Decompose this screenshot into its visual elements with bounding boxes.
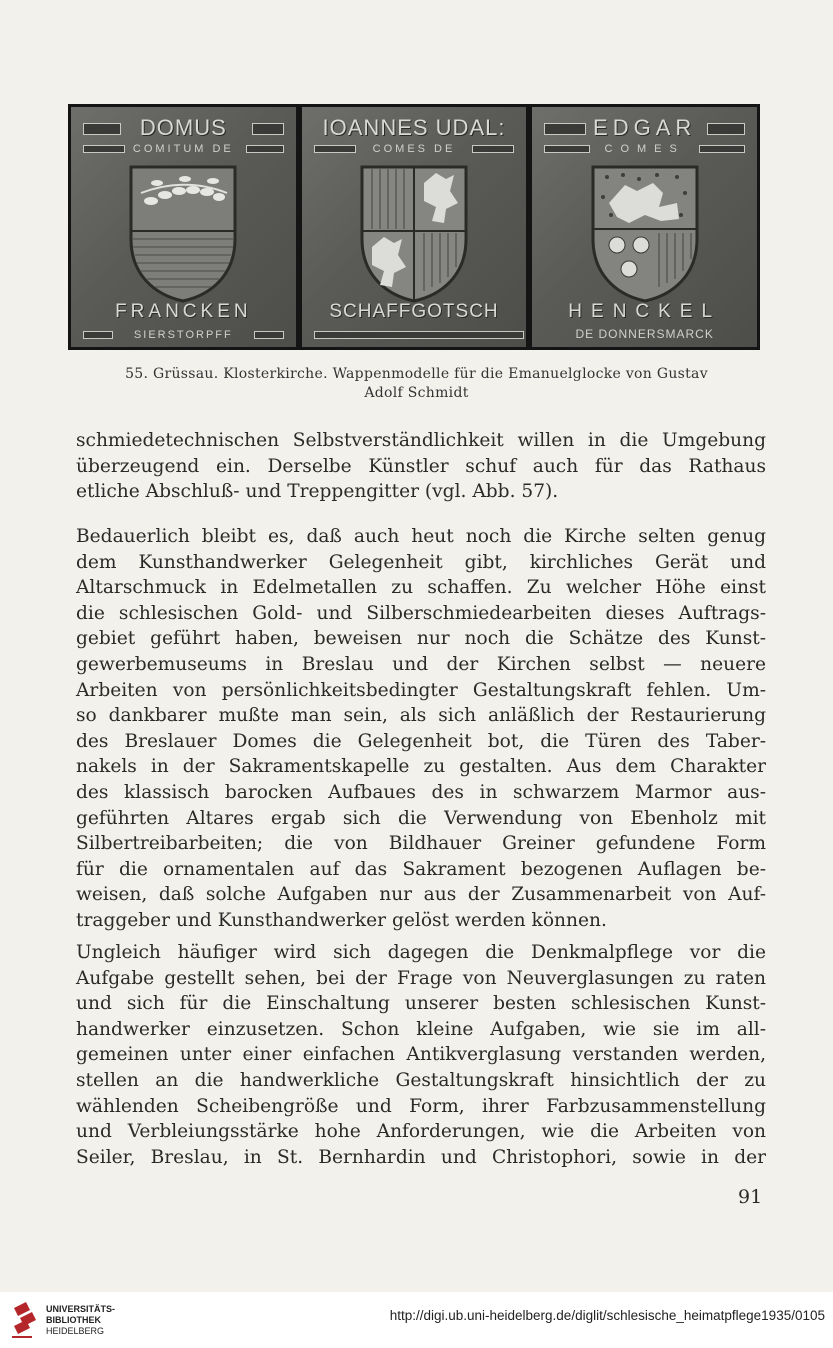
text-line: dem Kunsthandwerker Gelegenheit gibt, kirchliches Gerät und [76,551,766,573]
text-line: so dankbarer mußte man sein, als sich anläßlich der Restaurierung [76,705,766,727]
shield-laurel-icon [127,163,239,303]
text-line: und Verbleiungsstärke hohe Anforderungen, wie die Arbeiten von [76,1121,766,1143]
text-line: die schlesischen Gold- und Silberschmiedearbeiten dieses Auftrags- [76,602,766,624]
shield-quartered-griffin-icon [358,163,470,303]
text-line: gebiet geführt haben, beweisen nur noch die Schätze des Kunst- [76,628,766,650]
coat-of-arms-panel-henckel [532,107,757,347]
text-line: Seiler, Breslau, in St. Bernhardin und Christophori, sowie in der [76,1146,766,1168]
panel-top-subtitle: COMES DE [372,143,456,155]
text-line: geführten Altares ergab sich die Verwendung von Ebenholz mit [76,807,766,829]
paragraph-2 [76,524,766,934]
text-line: Silbertreibarbeiten; die von Bildhauer Greiner gefundene Form [76,833,766,855]
text-line: gemeinen unter einer einfachen Antikverglasung verstanden werden, [76,1044,766,1066]
library-name-line: BIBLIOTHEK [46,1315,101,1325]
text-line: etliche Abschluß- und Treppengitter (vgl. Abb. 57). [76,481,559,503]
panel-top-name: IOANNES UDAL: [322,115,506,140]
text-line: schmiedetechnischen Selbstverständlichkeit willen in die Umgebung [76,430,766,451]
coat-of-arms-panel-schaffgotsch [302,107,527,347]
coat-of-arms-photo [68,104,760,350]
text-line: des Breslauer Domes die Gelegenheit bot, die Türen des Taber- [76,730,766,752]
university-library-logo-icon[interactable] [10,1300,40,1340]
source-url-link[interactable]: http://digi.ub.uni-heidelberg.de/diglit/schlesische_heimatpflege1935/0105 [389,1308,825,1323]
panel-bottom-subtitle: DE DONNERSMARCK [575,327,714,341]
panel-top-subtitle: COMITUM DE [132,143,234,155]
panel-bottom-name: FRANCKEN [115,301,252,322]
text-line: Arbeiten von persönlichkeitsbedingter Gestaltungskraft fehlen. Um- [76,679,766,701]
caption-line-1: 55. Grüssau. Klosterkirche. Wappenmodelle für die Emanuelglocke von Gustav [125,366,708,382]
text-line: Ungleich häufiger wird sich dagegen die Denkmalpflege vor die [76,942,766,963]
figure-caption [60,365,773,403]
panel-bottom-subtitle: SIERSTORPFF [133,329,233,341]
text-line: des klassisch barocken Aufbaues des in schwarzem Marmor aus- [76,781,766,803]
library-name[interactable] [46,1304,115,1337]
text-line: nakels in der Sakramentskapelle zu gestalten. Aus dem Charakter [76,756,766,778]
panel-bottom-name: HENCKEL [568,301,722,322]
coat-of-arms-panel-francken [71,107,296,347]
caption-line-2: Adolf Schmidt [364,385,469,401]
text-line: für die ornamentalen auf das Sakrament bezogenen Auflagen be- [76,858,766,880]
text-line: und sich für die Einschaltung unserer besten schlesischen Kunst- [76,993,766,1015]
library-name-line: UNIVERSITÄTS- [46,1304,116,1314]
text-line: überzeugend ein. Derselbe Künstler schuf auch für das Rathaus [76,455,766,477]
text-line: Aufgabe gestellt sehen, bei der Frage von Neuverglasungen zu raten [76,967,766,989]
panel-top-subtitle: COMES [604,143,685,155]
text-line: handwerker einzusetzen. Schon kleine Aufgaben, wie sie im all- [76,1018,766,1040]
text-line: weisen, daß solche Aufgaben nur aus der Zusammenarbeit von Auf- [76,884,766,906]
text-line: Bedauerlich bleibt es, daß auch heut noch die Kirche selten genug [76,526,766,547]
shield-lion-roses-icon [589,163,701,303]
text-line: stellen an die handwerkliche Gestaltungskraft hinsichtlich der zu [76,1069,766,1091]
paragraph-3 [76,940,766,1170]
text-line: Altarschmuck in Edelmetallen zu schaffen. Zu welcher Höhe einst [76,577,766,599]
text-line: traggeber und Kunsthandwerker gelöst werden können. [76,909,607,931]
page-number: 91 [738,1186,763,1208]
panel-bottom-name: SCHAFFGOTSCH [329,301,499,322]
panel-top-name: EDGAR [593,115,697,140]
paragraph-1 [76,428,766,505]
library-footer [0,1292,833,1348]
text-line: gewerbemuseums in Breslau und der Kirchen selbst — neuere [76,653,766,675]
panel-top-name: DOMUS [139,115,227,140]
text-line: wählenden Scheibengröße und Form, ihrer Farbzusammenstellung [76,1095,766,1117]
library-name-line: HEIDELBERG [46,1326,105,1336]
